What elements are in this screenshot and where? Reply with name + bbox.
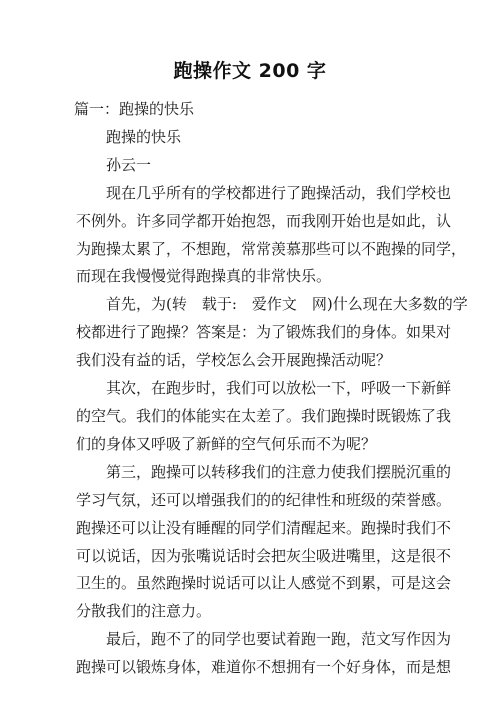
section-heading: 篇一：跑操的快乐 (74, 100, 195, 118)
text-line: 卫生的。虽然跑操时说话可以让人感觉不到累，可是这会 (76, 574, 452, 593)
text-line: 我们没有益的话，学校怎么会开展跑操活动呢？ (76, 351, 392, 370)
document-title: 跑操作文 200 字 (173, 60, 327, 82)
text-line: 其次，在跑步时，我们可以放松一下，呼吸一下新鲜 (106, 379, 452, 398)
text-line: 而现在我慢慢觉得跑操真的非常快乐。 (76, 267, 332, 286)
text-line: 的空气。我们的体能实在太差了。我们跑操时既锻炼了我 (76, 406, 452, 425)
text-line: 最后，跑不了的同学也要试着跑一跑，范文写作因为 (106, 630, 452, 649)
text-line: 第三，跑操可以转移我们的注意力使我们摆脱沉重的 (106, 462, 452, 481)
text-line: 首先，为(转 载于: 爱作文 网)什么现在大多数的学 (106, 295, 468, 314)
text-line: 可以说话，因为张嘴说话时会把灰尘吸进嘴里，这是很不 (76, 546, 452, 565)
text-line: 分散我们的注意力。 (76, 602, 212, 621)
document-body (74, 96, 468, 682)
text-line: 为跑操太累了，不想跑，常常羡慕那些可以不跑操的同学， (76, 239, 467, 258)
text-line: 跑操还可以让没有睡醒的同学们清醒起来。跑操时我们不 (76, 518, 452, 537)
text-line: 跑操可以锻炼身体，难道你不想拥有一个好身体，而是想 (76, 658, 452, 677)
text-line: 校都进行了跑操？答案是：为了锻炼我们的身体。如果对 (76, 323, 452, 342)
text-line: 们的身体又呼吸了新鲜的空气何乐而不为呢？ (76, 434, 377, 453)
text-line: 不例外。许多同学都开始抱怨，而我刚开始也是如此，认 (76, 211, 452, 230)
text-line: 孙云一 (106, 155, 152, 174)
text-line: 跑操的快乐 (106, 127, 182, 146)
text-line: 现在几乎所有的学校都进行了跑操活动，我们学校也 (106, 183, 452, 202)
text-line: 学习气氛，还可以增强我们的的纪律性和班级的荣誉感。 (76, 490, 452, 509)
